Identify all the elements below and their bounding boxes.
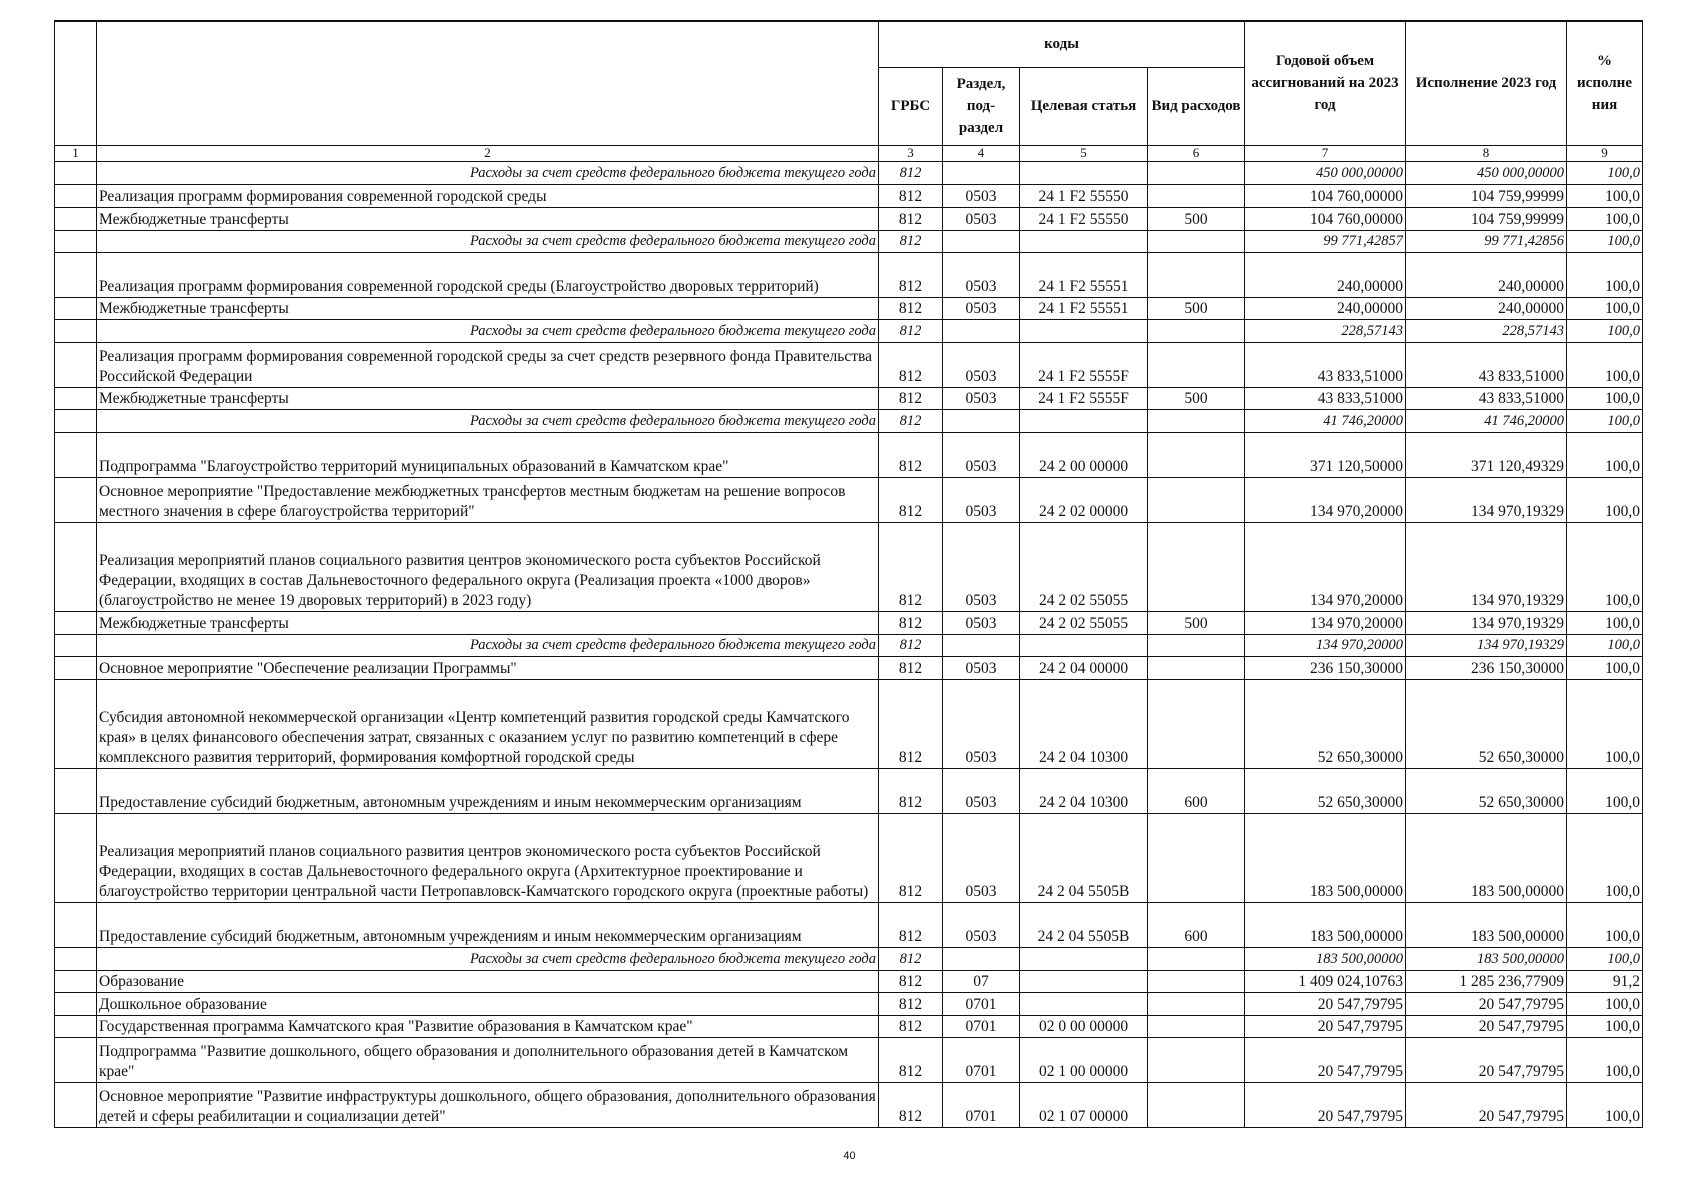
cell-grbs: 812 <box>879 319 943 342</box>
cell-target: 24 1 F2 55550 <box>1020 207 1148 230</box>
col-number: 8 <box>1406 145 1567 161</box>
cell-type: 600 <box>1148 768 1245 813</box>
header-name <box>97 21 879 145</box>
cell-annual: 236 150,30000 <box>1245 656 1406 679</box>
cell-name: Основное мероприятие "Обеспечение реализации Программы" <box>97 656 879 679</box>
cell-annual: 1 409 024,10763 <box>1245 970 1406 992</box>
cell-percent: 100,0 <box>1567 522 1643 611</box>
cell-execution: 52 650,30000 <box>1406 768 1567 813</box>
cell-type <box>1148 656 1245 679</box>
col-number: 3 <box>879 145 943 161</box>
cell-percent: 100,0 <box>1567 207 1643 230</box>
cell-type <box>1148 813 1245 902</box>
cell-name: Основное мероприятие "Развитие инфраструктуры дошкольного, общего образования, дополнительного образования детей и сферы реабилитации и социализации детей" <box>97 1082 879 1127</box>
header-index <box>55 21 97 145</box>
cell-section <box>943 230 1020 252</box>
cell-grbs: 812 <box>879 1082 943 1127</box>
cell-index <box>55 679 97 768</box>
cell-name: Подпрограмма "Благоустройство территорий муниципальных образований в Камчатском крае" <box>97 432 879 477</box>
table-row <box>55 342 1643 387</box>
cell-target: 02 1 00 00000 <box>1020 1037 1148 1082</box>
cell-index <box>55 1082 97 1127</box>
cell-grbs: 812 <box>879 656 943 679</box>
cell-index <box>55 1037 97 1082</box>
cell-execution: 183 500,00000 <box>1406 947 1567 970</box>
cell-annual: 134 970,20000 <box>1245 634 1406 656</box>
header-codes: коды <box>879 21 1245 67</box>
cell-index <box>55 634 97 656</box>
cell-percent: 100,0 <box>1567 1037 1643 1082</box>
cell-type <box>1148 342 1245 387</box>
cell-section: 0503 <box>943 387 1020 409</box>
cell-name: Подпрограмма "Развитие дошкольного, общего образования и дополнительного образования детей в Камчатском крае" <box>97 1037 879 1082</box>
cell-target: 24 1 F2 55551 <box>1020 297 1148 319</box>
cell-target: 24 2 04 10300 <box>1020 768 1148 813</box>
cell-annual: 99 771,42857 <box>1245 230 1406 252</box>
cell-section: 0701 <box>943 1037 1020 1082</box>
cell-grbs: 812 <box>879 992 943 1015</box>
cell-grbs: 812 <box>879 387 943 409</box>
cell-target: 24 2 02 55055 <box>1020 611 1148 634</box>
cell-execution: 99 771,42856 <box>1406 230 1567 252</box>
cell-name: Реализация мероприятий планов социального развития центров экономического роста субъектов Российской Федерации, входящих в состав Дальневосточного федерального округа (Архитектурное проектирование и благоустройство территории центральной части Петропавловск-Камчатского городского округа (проектные работы) <box>97 813 879 902</box>
cell-index <box>55 611 97 634</box>
cell-grbs: 812 <box>879 902 943 947</box>
cell-name: Образование <box>97 970 879 992</box>
cell-target <box>1020 992 1148 1015</box>
cell-percent: 100,0 <box>1567 319 1643 342</box>
cell-annual: 134 970,20000 <box>1245 522 1406 611</box>
cell-grbs: 812 <box>879 297 943 319</box>
cell-type <box>1148 184 1245 207</box>
cell-index <box>55 207 97 230</box>
cell-grbs: 812 <box>879 477 943 522</box>
col-number: 7 <box>1245 145 1406 161</box>
cell-target <box>1020 230 1148 252</box>
cell-target: 24 1 F2 55551 <box>1020 252 1148 297</box>
cell-type <box>1148 634 1245 656</box>
cell-type <box>1148 1015 1245 1037</box>
col-number: 2 <box>97 145 879 161</box>
table-row <box>55 768 1643 813</box>
cell-index <box>55 477 97 522</box>
cell-execution: 183 500,00000 <box>1406 813 1567 902</box>
col-number: 1 <box>55 145 97 161</box>
cell-percent: 100,0 <box>1567 768 1643 813</box>
cell-index <box>55 813 97 902</box>
cell-execution: 20 547,79795 <box>1406 1082 1567 1127</box>
cell-grbs: 812 <box>879 813 943 902</box>
table-row <box>55 432 1643 477</box>
cell-percent: 100,0 <box>1567 230 1643 252</box>
cell-grbs: 812 <box>879 1037 943 1082</box>
cell-percent: 100,0 <box>1567 477 1643 522</box>
cell-annual: 228,57143 <box>1245 319 1406 342</box>
cell-annual: 52 650,30000 <box>1245 679 1406 768</box>
cell-grbs: 812 <box>879 970 943 992</box>
cell-name: Расходы за счет средств федерального бюджета текущего года <box>97 947 879 970</box>
cell-annual: 240,00000 <box>1245 297 1406 319</box>
cell-section: 0701 <box>943 1015 1020 1037</box>
cell-annual: 43 833,51000 <box>1245 387 1406 409</box>
cell-index <box>55 161 97 184</box>
cell-execution: 104 759,99999 <box>1406 207 1567 230</box>
cell-execution: 183 500,00000 <box>1406 902 1567 947</box>
table-row <box>55 230 1643 252</box>
cell-index <box>55 970 97 992</box>
page-number: 40 <box>843 1150 856 1162</box>
cell-annual: 20 547,79795 <box>1245 1037 1406 1082</box>
cell-section: 0701 <box>943 992 1020 1015</box>
cell-type <box>1148 319 1245 342</box>
cell-target: 24 2 02 55055 <box>1020 522 1148 611</box>
cell-grbs: 812 <box>879 409 943 432</box>
cell-index <box>55 342 97 387</box>
cell-index <box>55 992 97 1015</box>
cell-type <box>1148 970 1245 992</box>
cell-name: Дошкольное образование <box>97 992 879 1015</box>
cell-grbs: 812 <box>879 252 943 297</box>
cell-target: 24 2 00 00000 <box>1020 432 1148 477</box>
cell-execution: 450 000,00000 <box>1406 161 1567 184</box>
cell-execution: 228,57143 <box>1406 319 1567 342</box>
cell-index <box>55 184 97 207</box>
cell-execution: 1 285 236,77909 <box>1406 970 1567 992</box>
cell-type <box>1148 230 1245 252</box>
cell-section: 0503 <box>943 297 1020 319</box>
cell-grbs: 812 <box>879 207 943 230</box>
cell-grbs: 812 <box>879 679 943 768</box>
cell-execution: 134 970,19329 <box>1406 477 1567 522</box>
cell-type <box>1148 1037 1245 1082</box>
cell-index <box>55 230 97 252</box>
cell-type <box>1148 947 1245 970</box>
cell-execution: 41 746,20000 <box>1406 409 1567 432</box>
cell-target: 24 2 04 5505B <box>1020 813 1148 902</box>
cell-section <box>943 319 1020 342</box>
cell-target <box>1020 161 1148 184</box>
table-row <box>55 813 1643 902</box>
cell-annual: 41 746,20000 <box>1245 409 1406 432</box>
col-number: 9 <box>1567 145 1643 161</box>
cell-index <box>55 409 97 432</box>
cell-annual: 43 833,51000 <box>1245 342 1406 387</box>
cell-annual: 52 650,30000 <box>1245 768 1406 813</box>
cell-name: Реализация мероприятий планов социального развития центров экономического роста субъектов Российской Федерации, входящих в состав Дальневосточного федерального округа (Реализация проекта «1000 дворов» (благоустройство не менее 19 дворовых территорий) в 2023 году) <box>97 522 879 611</box>
cell-section: 0503 <box>943 768 1020 813</box>
cell-type <box>1148 432 1245 477</box>
cell-section <box>943 409 1020 432</box>
cell-section <box>943 634 1020 656</box>
cell-name: Расходы за счет средств федерального бюджета текущего года <box>97 319 879 342</box>
cell-execution: 20 547,79795 <box>1406 1015 1567 1037</box>
table-row <box>55 634 1643 656</box>
cell-annual: 104 760,00000 <box>1245 207 1406 230</box>
cell-section <box>943 947 1020 970</box>
table-row <box>55 252 1643 297</box>
header-grbs: ГРБС <box>879 67 943 145</box>
cell-name: Реализация программ формирования современной городской среды за счет средств резервного фонда Правительства Российской Федерации <box>97 342 879 387</box>
table-row <box>55 409 1643 432</box>
cell-name: Межбюджетные трансферты <box>97 387 879 409</box>
cell-annual: 450 000,00000 <box>1245 161 1406 184</box>
table-row <box>55 1082 1643 1127</box>
cell-type: 500 <box>1148 611 1245 634</box>
cell-annual: 371 120,50000 <box>1245 432 1406 477</box>
table-body <box>55 161 1643 1127</box>
cell-annual: 104 760,00000 <box>1245 184 1406 207</box>
cell-annual: 134 970,20000 <box>1245 611 1406 634</box>
cell-grbs: 812 <box>879 342 943 387</box>
cell-execution: 240,00000 <box>1406 297 1567 319</box>
cell-target <box>1020 634 1148 656</box>
cell-name: Расходы за счет средств федерального бюджета текущего года <box>97 409 879 432</box>
cell-execution: 371 120,49329 <box>1406 432 1567 477</box>
table-row <box>55 611 1643 634</box>
table-row <box>55 387 1643 409</box>
cell-execution: 43 833,51000 <box>1406 387 1567 409</box>
cell-grbs: 812 <box>879 230 943 252</box>
col-number: 5 <box>1020 145 1148 161</box>
cell-index <box>55 768 97 813</box>
budget-execution-table <box>54 20 1643 1128</box>
cell-type: 500 <box>1148 207 1245 230</box>
cell-section: 0503 <box>943 477 1020 522</box>
cell-type <box>1148 161 1245 184</box>
cell-name: Основное мероприятие "Предоставление межбюджетных трансфертов местным бюджетам на решение вопросов местного значения в сфере благоустройства территорий" <box>97 477 879 522</box>
header-annual: Годовой объем ассигнований на 2023 год <box>1245 21 1406 145</box>
cell-annual: 240,00000 <box>1245 252 1406 297</box>
cell-percent: 100,0 <box>1567 161 1643 184</box>
cell-percent: 100,0 <box>1567 252 1643 297</box>
table-row <box>55 902 1643 947</box>
cell-target: 02 1 07 00000 <box>1020 1082 1148 1127</box>
cell-target <box>1020 319 1148 342</box>
cell-annual: 183 500,00000 <box>1245 813 1406 902</box>
cell-grbs: 812 <box>879 184 943 207</box>
cell-index <box>55 1015 97 1037</box>
cell-grbs: 812 <box>879 522 943 611</box>
cell-section: 0503 <box>943 252 1020 297</box>
cell-name: Расходы за счет средств федерального бюджета текущего года <box>97 230 879 252</box>
cell-type: 500 <box>1148 387 1245 409</box>
cell-index <box>55 297 97 319</box>
cell-execution: 134 970,19329 <box>1406 634 1567 656</box>
cell-type <box>1148 477 1245 522</box>
cell-execution: 20 547,79795 <box>1406 1037 1567 1082</box>
cell-section: 0503 <box>943 611 1020 634</box>
cell-name: Субсидия автономной некоммерческой организации «Центр компетенций развития городской среды Камчатского края» в целях финансового обеспечения затрат, связанных с оказанием услуг по развитию компетенций в сфере комплексного развития территорий, формирования комфортной городской среды <box>97 679 879 768</box>
header-type: Вид расходов <box>1148 67 1245 145</box>
table-row <box>55 970 1643 992</box>
cell-target: 24 1 F2 5555F <box>1020 342 1148 387</box>
column-number-row <box>55 145 1643 161</box>
cell-percent: 100,0 <box>1567 432 1643 477</box>
table-row <box>55 992 1643 1015</box>
cell-name: Межбюджетные трансферты <box>97 611 879 634</box>
cell-grbs: 812 <box>879 947 943 970</box>
cell-type: 500 <box>1148 297 1245 319</box>
cell-percent: 100,0 <box>1567 342 1643 387</box>
cell-execution: 43 833,51000 <box>1406 342 1567 387</box>
cell-name: Межбюджетные трансферты <box>97 207 879 230</box>
cell-section <box>943 161 1020 184</box>
cell-percent: 100,0 <box>1567 409 1643 432</box>
cell-index <box>55 522 97 611</box>
cell-section: 0503 <box>943 342 1020 387</box>
cell-section: 0503 <box>943 184 1020 207</box>
cell-percent: 100,0 <box>1567 184 1643 207</box>
cell-index <box>55 387 97 409</box>
cell-annual: 20 547,79795 <box>1245 992 1406 1015</box>
table-row <box>55 319 1643 342</box>
cell-execution: 240,00000 <box>1406 252 1567 297</box>
cell-name: Реализация программ формирования современной городской среды (Благоустройство дворовых территорий) <box>97 252 879 297</box>
cell-grbs: 812 <box>879 634 943 656</box>
cell-name: Межбюджетные трансферты <box>97 297 879 319</box>
cell-percent: 100,0 <box>1567 387 1643 409</box>
cell-execution: 20 547,79795 <box>1406 992 1567 1015</box>
cell-percent: 100,0 <box>1567 902 1643 947</box>
cell-percent: 100,0 <box>1567 656 1643 679</box>
cell-type <box>1148 409 1245 432</box>
cell-section: 07 <box>943 970 1020 992</box>
cell-type: 600 <box>1148 902 1245 947</box>
cell-target <box>1020 947 1148 970</box>
cell-type <box>1148 252 1245 297</box>
table-row <box>55 679 1643 768</box>
cell-execution: 236 150,30000 <box>1406 656 1567 679</box>
cell-type <box>1148 992 1245 1015</box>
cell-section: 0503 <box>943 679 1020 768</box>
table-row <box>55 161 1643 184</box>
cell-execution: 104 759,99999 <box>1406 184 1567 207</box>
table-row <box>55 522 1643 611</box>
cell-target: 24 1 F2 55550 <box>1020 184 1148 207</box>
cell-percent: 100,0 <box>1567 611 1643 634</box>
cell-type <box>1148 1082 1245 1127</box>
cell-section: 0503 <box>943 902 1020 947</box>
cell-annual: 183 500,00000 <box>1245 902 1406 947</box>
cell-annual: 183 500,00000 <box>1245 947 1406 970</box>
cell-percent: 100,0 <box>1567 992 1643 1015</box>
col-number: 6 <box>1148 145 1245 161</box>
cell-target: 24 2 04 10300 <box>1020 679 1148 768</box>
cell-annual: 134 970,20000 <box>1245 477 1406 522</box>
table-row <box>55 477 1643 522</box>
cell-percent: 100,0 <box>1567 297 1643 319</box>
cell-target: 02 0 00 00000 <box>1020 1015 1148 1037</box>
cell-target: 24 2 04 00000 <box>1020 656 1148 679</box>
cell-index <box>55 902 97 947</box>
cell-execution: 134 970,19329 <box>1406 522 1567 611</box>
header-section: Раздел, под-раздел <box>943 67 1020 145</box>
table-row <box>55 656 1643 679</box>
cell-index <box>55 656 97 679</box>
cell-section: 0701 <box>943 1082 1020 1127</box>
cell-section: 0503 <box>943 432 1020 477</box>
table-row <box>55 207 1643 230</box>
header-percent: % исполне ния <box>1567 21 1643 145</box>
cell-execution: 52 650,30000 <box>1406 679 1567 768</box>
cell-target <box>1020 409 1148 432</box>
cell-section: 0503 <box>943 522 1020 611</box>
cell-percent: 100,0 <box>1567 813 1643 902</box>
cell-grbs: 812 <box>879 432 943 477</box>
col-number: 4 <box>943 145 1020 161</box>
cell-name: Расходы за счет средств федерального бюджета текущего года <box>97 161 879 184</box>
cell-name: Предоставление субсидий бюджетным, автономным учреждениям и иным некоммерческим организациям <box>97 768 879 813</box>
cell-percent: 100,0 <box>1567 947 1643 970</box>
cell-section: 0503 <box>943 656 1020 679</box>
table-row <box>55 947 1643 970</box>
table-row <box>55 184 1643 207</box>
cell-index <box>55 947 97 970</box>
cell-percent: 100,0 <box>1567 1082 1643 1127</box>
cell-name: Расходы за счет средств федерального бюджета текущего года <box>97 634 879 656</box>
header-execution: Исполнение 2023 год <box>1406 21 1567 145</box>
cell-name: Предоставление субсидий бюджетным, автономным учреждениям и иным некоммерческим организациям <box>97 902 879 947</box>
cell-grbs: 812 <box>879 611 943 634</box>
cell-grbs: 812 <box>879 1015 943 1037</box>
cell-type <box>1148 522 1245 611</box>
cell-percent: 100,0 <box>1567 634 1643 656</box>
cell-section: 0503 <box>943 813 1020 902</box>
table-row <box>55 1015 1643 1037</box>
cell-percent: 100,0 <box>1567 679 1643 768</box>
cell-execution: 134 970,19329 <box>1406 611 1567 634</box>
table-row <box>55 297 1643 319</box>
cell-name: Реализация программ формирования современной городской среды <box>97 184 879 207</box>
cell-index <box>55 252 97 297</box>
cell-percent: 100,0 <box>1567 1015 1643 1037</box>
cell-name: Государственная программа Камчатского края "Развитие образования в Камчатском крае" <box>97 1015 879 1037</box>
cell-index <box>55 319 97 342</box>
table-row <box>55 1037 1643 1082</box>
cell-target: 24 2 02 00000 <box>1020 477 1148 522</box>
cell-percent: 91,2 <box>1567 970 1643 992</box>
cell-target: 24 2 04 5505B <box>1020 902 1148 947</box>
cell-grbs: 812 <box>879 768 943 813</box>
cell-index <box>55 432 97 477</box>
header-target: Целевая статья <box>1020 67 1148 145</box>
cell-annual: 20 547,79795 <box>1245 1082 1406 1127</box>
cell-target: 24 1 F2 5555F <box>1020 387 1148 409</box>
cell-grbs: 812 <box>879 161 943 184</box>
cell-type <box>1148 679 1245 768</box>
cell-section: 0503 <box>943 207 1020 230</box>
cell-annual: 20 547,79795 <box>1245 1015 1406 1037</box>
cell-target <box>1020 970 1148 992</box>
